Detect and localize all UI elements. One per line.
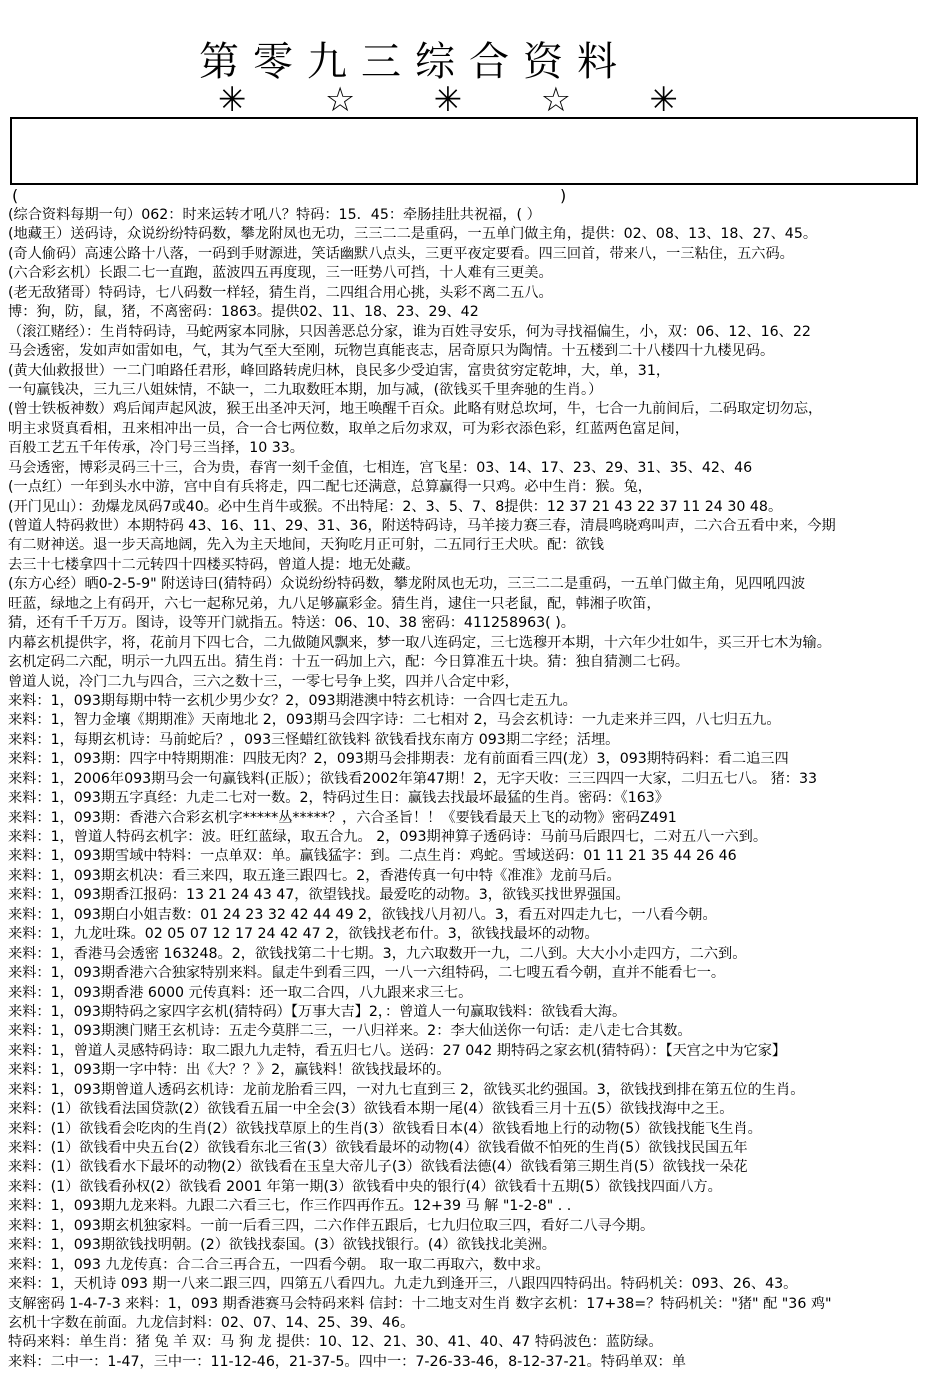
text-line: (开门见山）：劲爆龙凤码7或40。必中生肖牛或猴。不出特尾：2、3、5、7、8提供：12 37 21 43 22 37 11 24 30 48。 (8, 498, 783, 515)
text-line: 来料：(1）欲钱看会吃肉的生肖(2）欲钱找草原上的生肖(3）欲钱看日本(4）欲钱看地上行的动物(5）欲钱找能飞生肖。 (8, 1120, 762, 1137)
text-line: 马会透密，博彩灵码三十三，合为贵，春宵一刻千金值，七相连，宫飞星：03、14、17、23、29、31、35、42、46 (8, 459, 753, 476)
text-line: 来料：1，093期欲钱找明朝。(2）欲钱找泰国。(3）欲钱找银行。(4）欲钱找北美洲。 (8, 1237, 556, 1254)
blank-frame (10, 117, 918, 185)
close-paren: ) (560, 186, 567, 205)
text-line: 玄机定码二六配，明示一九四五出。猜生肖：十五一码加上六，配：今日算准五十块。猜：独自猜测二七码。 (8, 654, 690, 671)
text-line: 有二财神送。退一步天高地阔，先入为主天地间，天狗吃月正可射，二五同行王犬吠。配：欲钱 (8, 537, 604, 554)
text-line: (东方心经）晒0-2-5-9" 附送诗曰(猜特码）众说纷纷特码数，攀龙附凤也无功，三三二二是重码，一五单门做主角，见四吼四波 (8, 576, 806, 593)
star-row (218, 80, 678, 120)
text-line: 玄机十字数在前面。九龙信封料：02、07、14、25、39、46。 (8, 1314, 415, 1331)
text-line: 来料：1，093期一字中特：出《大？？》2，赢钱料！欲钱找最坏的。 (8, 1062, 451, 1079)
text-line: 来料：1，093期：香港六合彩玄机字*****丛*****？，六合圣旨！！《要钱看最天上飞的动物》密码Z491 (8, 809, 677, 826)
text-body (8, 206, 936, 1372)
text-line: 来料：1，093 九龙传真：合二合三再合五，一四看今朝。 取一取二再取六，数中求。 (8, 1256, 550, 1273)
text-line: 一句赢钱决，三九三八姐妹情，不缺一，二九取数旺本期，加与减，(欲钱买千里奔驰的生肖。） (8, 381, 603, 398)
text-line: 来料：1，093期香江报码：13 21 24 43 47，欲望钱找。最爱吃的动物。3，欲钱买找世界强国。 (8, 887, 630, 904)
text-line: (老无敌猪哥）特码诗，七八码数一样轻，猜生肖，二四组合用心挑，头彩不离二五八。 (8, 284, 553, 301)
text-line: (黄大仙救报世）一二门咱路任君形，峰回路转虎归林，良民多少受迫害，富贵贫穷定乾坤，大，单，31， (8, 362, 671, 379)
text-line: 来料：(1）欲钱看水下最坏的动物(2）欲钱看在玉皇大帝儿子(3）欲钱看法德(4）欲钱看第三期生肖(5）欲钱找一朵花 (8, 1159, 748, 1176)
asterisk-star-icon: ✳ (433, 80, 463, 120)
text-line: 来料：1，093期九龙来料。九跟二六看三七，作三作四再作五。12+39 马 解 "1-2-8" . . (8, 1198, 572, 1215)
text-line: 来料：1，曾道人灵感特码诗：取二跟九九走特，看五归七八。送码：27 042 期特码之家玄机(猜特码）：【天宫之中为它家】 (8, 1042, 787, 1059)
text-line: 来料：1，每期玄机诗：马前蛇后？，093三怪蜡红欲钱料 欲钱看找东南方 093期二字经；活埋。 (8, 731, 620, 748)
text-line: 来料：1，093期特码之家四字玄机(猜特码）【万事大吉】2，：曾道人一句赢取钱料：欲钱看大海。 (8, 1003, 627, 1020)
text-line: 来料：二中一：1-47，三中一：11-12-46，21-37-5。四中一：7-26-33-46，8-12-37-21。特码单双：单 (8, 1353, 686, 1370)
text-line: 来料：1，093期澳门赌王玄机诗：五走今莫胖二三，一八归祥来。2：李大仙送你一句话：走八走七合其数。 (8, 1023, 692, 1040)
text-line: 来料：1，天机诗 093 期一八来二跟三四，四第五八看四九。九走九到逢开三，八跟四四特码出。特码机关：093、26、43。 (8, 1276, 798, 1293)
asterisk-star-icon: ✳ (649, 80, 678, 120)
text-line: 来料：1，093期五字真经：九走二七对一数。2，特码过生日：赢钱去找最坏最猛的生肖。密码：《163》 (8, 790, 669, 807)
text-line: 来料：1，093期每期中特一玄机少男少女？2，093期港澳中特玄机诗：一合四七走五九。 (8, 692, 577, 709)
text-line: 来料：1，香港马会透密 163248。2，欲钱找第二十七期。3，九六取数开一九，二八到。大大小小走四方，二六到。 (8, 945, 747, 962)
text-line: 去三十七楼拿四十二元转四十四楼买特码，曾道人提：地无处藏。 (8, 556, 420, 573)
text-line: 来料：(1）欲钱看法国贷款(2）欲钱看五届一中全会(3）欲钱看本期一尾(4）欲钱看三月十五(5）欲钱找海中之王。 (8, 1101, 734, 1118)
text-line: 博：狗，防，鼠，猪，不离密码：1863。提供02、11、18、23、29、42 (8, 304, 479, 321)
outline-star-icon: ☆ (540, 80, 572, 120)
text-line: (曾士铁板神数）鸡后闻声起风波，猴王出圣冲天河，地王唤醒千百众。此略有财总坎坷，牛，七合一九前间后，二码取定切勿忘， (8, 401, 823, 418)
text-line: (一点红）一年到头水中游，宫中自有兵将走，四二配七还满意，总算赢得一只鸡。必中生肖：猴。兔， (8, 479, 652, 496)
text-line: (奇人偷码）高速公路十八落，一码到手财源进，笑话幽默八点头，三更平夜定要看。四三回首，带来八，一三粘住，五六码。 (8, 245, 794, 262)
text-line: （滚江赌经）：生肖特码诗，马蛇两家本同脉，只因善恶总分家，谁为百姓寻安乐，何为寻找福偏生，小，双：06、12、16、22 (8, 323, 811, 340)
text-line: 来料：1，曾道人特码玄机字：波。旺红蓝绿，取五合九。 2，093期神算子透码诗：马前马后跟四七，二对五八一六到。 (8, 829, 768, 845)
text-line: (地藏王）送码诗，众说纷纷特码数，攀龙附凤也无功，三三二二是重码，一五单门做主角，提供：02、08、13、18、27、45。 (8, 226, 818, 243)
text-line: 内幕玄机提供字，将，花前月下四七合，二九做随风飘来，梦一取八连码定，三七选穆开本期，十六年少壮如牛，买三开七木为输。 (8, 634, 831, 651)
text-line: 明主求贤真看相，丑来相冲出一员，合一合七两位数，取单之后勿求双，可为彩衣添色彩，红蓝两色富足间， (8, 420, 690, 437)
text-line: 来料：1，093期玄机决：看三来四，取五逢三跟四七。2，香港传真一句中特《准准》龙前马后。 (8, 867, 621, 884)
text-line: 来料：1，093期：四字中特期期准：四肢无肉？2，093期马会排期表：龙有前面看三四(龙）3，093期特码料：看二追三四 (8, 751, 789, 768)
text-line: 旺蓝，绿地之上有码开，六七一起称兄弟，九八足够赢彩金。猜生肖，逮住一只老鼠，配，韩湘子吹笛， (8, 595, 661, 612)
text-line: 来料：1，093期雪域中特料：一点单双：单。赢钱猛字：到。二点生肖：鸡蛇。雪域送码：01 11 21 35 44 26 46 (8, 848, 737, 865)
text-line: 曾道人说，冷门二九与四合，三六之数十三，一零七号争上奖，四并八合定中彩， (8, 673, 519, 690)
text-line: 来料：1，093期香港六合独家特别来料。鼠走牛到看三四，一八一六组特码，二七嗖五看今朝，直并不能看七一。 (8, 965, 726, 982)
text-line: 来料：1，093期白小姐吉数：01 24 23 32 42 44 49 2，欲钱找八月初八。3，看五对四走九七，一八看今朝。 (8, 906, 717, 923)
text-line: 来料：1，093期香港 6000 元传真料：还一取二合四，八九跟来求三七。 (8, 984, 473, 1001)
text-line: 特码来料：单生肖：猪 兔 羊 双：马 狗 龙 提供：10、12、21、30、41、40、47 特码波色：蓝防绿。 (8, 1334, 663, 1351)
text-line: 百般工艺五千年传承，冷门号三当择，10 33。 (8, 440, 304, 457)
open-paren: ( (12, 186, 19, 205)
text-line: 来料：1，九龙吐珠。02 05 07 12 17 24 42 47 2，欲钱找老布什。3，欲钱找最坏的动物。 (8, 926, 599, 943)
text-line: 来料：1，093期玄机独家料。一前一后看三四，二六作伴五跟后，七九归位取三四，看好二八寻今期。 (8, 1217, 655, 1234)
asterisk-star-icon: ✳ (218, 80, 247, 120)
text-line: 马会透密，发如声如雷如电，气，其为气至大至刚，玩物岂真能丧志，居奇原只为陶情。十五楼到二十八楼四十九楼见码。 (8, 343, 775, 360)
text-line: 来料：(1）欲钱看孙权(2）欲钱看 2001 年第一期(3）欲钱看中央的银行(4）欲钱看十五期(5）欲钱找四面八方。 (8, 1178, 722, 1195)
text-line: 猜，还有千千万万。图诗，设等开门就指五。特送：06、10、38 密码：411258963( )。 (8, 615, 575, 632)
text-line: 来料：1，2006年093期马会一句赢钱料(正版）；欲钱看2002年第47期！2，无字天收：三三四四一大家，二归五七八。 猪：33 (8, 770, 818, 787)
text-line: 来料：1，智力金壤《期期准》天南地北 2，093期马会四字诗：二七相对 2，马会玄机诗：一九走来并三四，八七归五九。 (8, 712, 781, 729)
outline-star-icon: ☆ (324, 80, 356, 120)
text-line: (六合彩玄机）长跟二七一直跑，蓝波四五再度现，三一旺势八可挡，十人难有三更美。 (8, 265, 553, 282)
text-line: (曾道人特码救世）本期特码 43、16、11、29、31、36，附送特码诗，马羊接力赛三春，清晨鸣晓鸡叫声，二六合五看中来，今期 (8, 518, 836, 534)
page-title: 第零九三综合资料 (199, 39, 631, 85)
text-line: 来料：(1）欲钱看中央五台(2）欲钱看东北三省(3）欲钱看最坏的动物(4）欲钱看做不怕死的生肖(5）欲钱找民国五年 (8, 1140, 748, 1156)
text-line: 支解密码 1-4-7-3 来料：1，093 期香港赛马会特码来料 信封：十二地支对生肖 数字玄机：17+38=？特码机关："猪" 配 "36 鸡" (8, 1295, 832, 1312)
text-line: (综合资料每期一句）062：时来运转才吼八？特码：15．45：牵肠挂肚共祝福，( ） (8, 207, 541, 223)
text-line: 来料：1，093期曾道人透码玄机诗：龙前龙胎看三四，一对九七直到三 2，欲钱买北约强国。3，欲钱找到排在第五位的生肖。 (8, 1081, 805, 1098)
